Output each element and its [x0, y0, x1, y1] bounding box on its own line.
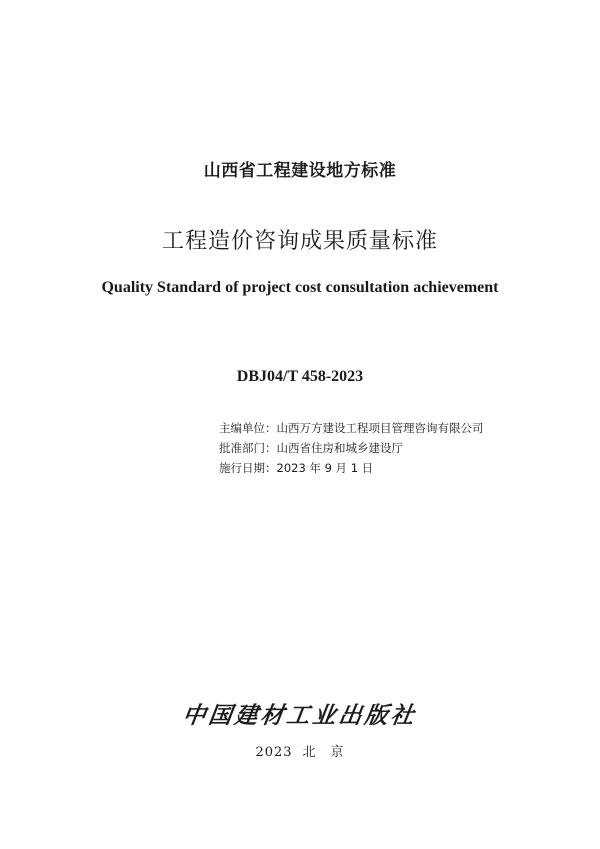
standard-series: 山西省工程建设地方标准 — [203, 161, 397, 181]
imprint — [0, 741, 600, 760]
effective-date: 施行日期：2023 年 9 月 1 日 — [219, 461, 374, 475]
imprint-city: 北 京 — [302, 745, 345, 760]
imprint-year: 2023 — [255, 745, 293, 760]
standard-title-en: Quality Standard of project cost consultation achievement — [101, 279, 499, 296]
publisher-logo: 中国建材工业出版社 — [180, 702, 419, 729]
approving-department: 批准部门：山西省住房和城乡建设厅 — [219, 441, 403, 455]
standard-code: DBJ04/T 458-2023 — [236, 368, 364, 385]
chief-editor-unit: 主编单位：山西万方建设工程项目管理咨询有限公司 — [219, 421, 484, 435]
standard-info-block — [219, 418, 484, 478]
standard-title-cn: 工程造价咨询成果质量标准 — [161, 229, 438, 254]
